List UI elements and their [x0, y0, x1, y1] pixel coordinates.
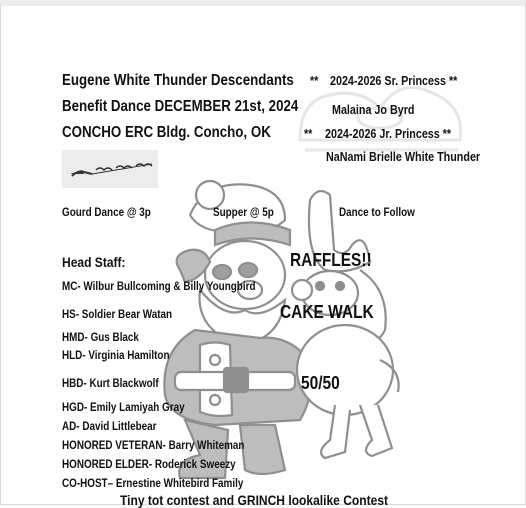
fifty-fifty-label: 50/50	[301, 373, 340, 393]
jr-princess-title: 2024-2026 Jr. Princess **	[325, 127, 452, 141]
raffles-label: RAFFLES!!	[290, 250, 372, 270]
event-title-line1: Eugene White Thunder Descendants	[62, 72, 294, 89]
supper-time: Supper @ 5p	[213, 207, 274, 219]
staff-mc: MC- Wilbur Bullcoming & Billy Youngbird	[62, 281, 256, 293]
staff-hmd: HMD- Gus Black	[62, 332, 139, 344]
reindeer-illustration	[292, 191, 399, 458]
dance-to-follow: Dance to Follow	[339, 207, 415, 219]
gourd-dance-time: Gourd Dance @ 3p	[62, 207, 151, 219]
sr-princess-title: 2024-2026 Sr. Princess **	[330, 74, 458, 88]
jr-princess-name: NaNami Brielle White Thunder	[326, 150, 481, 164]
sr-marker: **	[310, 74, 319, 88]
jr-marker: **	[304, 127, 313, 141]
staff-hld: HLD- Virginia Hamilton	[62, 350, 170, 362]
sleigh-panel	[62, 150, 158, 188]
head-staff-heading: Head Staff:	[62, 254, 126, 270]
footer-contest-text: Tiny tot contest and GRINCH lookalike Contest	[120, 492, 389, 508]
staff-ad: AD- David Littlebear	[62, 421, 157, 433]
staff-honored-veteran: HONORED VETERAN- Barry Whiteman	[62, 440, 245, 452]
staff-hgd: HGD- Emily Lamiyah Gray	[62, 402, 185, 414]
santa-illustration	[164, 181, 310, 478]
event-location: CONCHO ERC Bldg. Concho, OK	[62, 124, 271, 141]
staff-hs: HS- Soldier Bear Watan	[62, 309, 173, 321]
cake-walk-label: CAKE WALK	[280, 302, 374, 322]
santa-sleigh-icon	[62, 150, 158, 188]
staff-honored-elder: HONORED ELDER- Roderick Sweezy	[62, 459, 236, 471]
event-title-line2: Benefit Dance DECEMBER 21st, 2024	[62, 98, 299, 115]
staff-hbd: HBD- Kurt Blackwolf	[62, 378, 159, 390]
staff-cohost: CO-HOST– Ernestine Whitebird Family	[62, 478, 244, 490]
sr-princess-name: Malaina Jo Byrd	[332, 103, 415, 117]
